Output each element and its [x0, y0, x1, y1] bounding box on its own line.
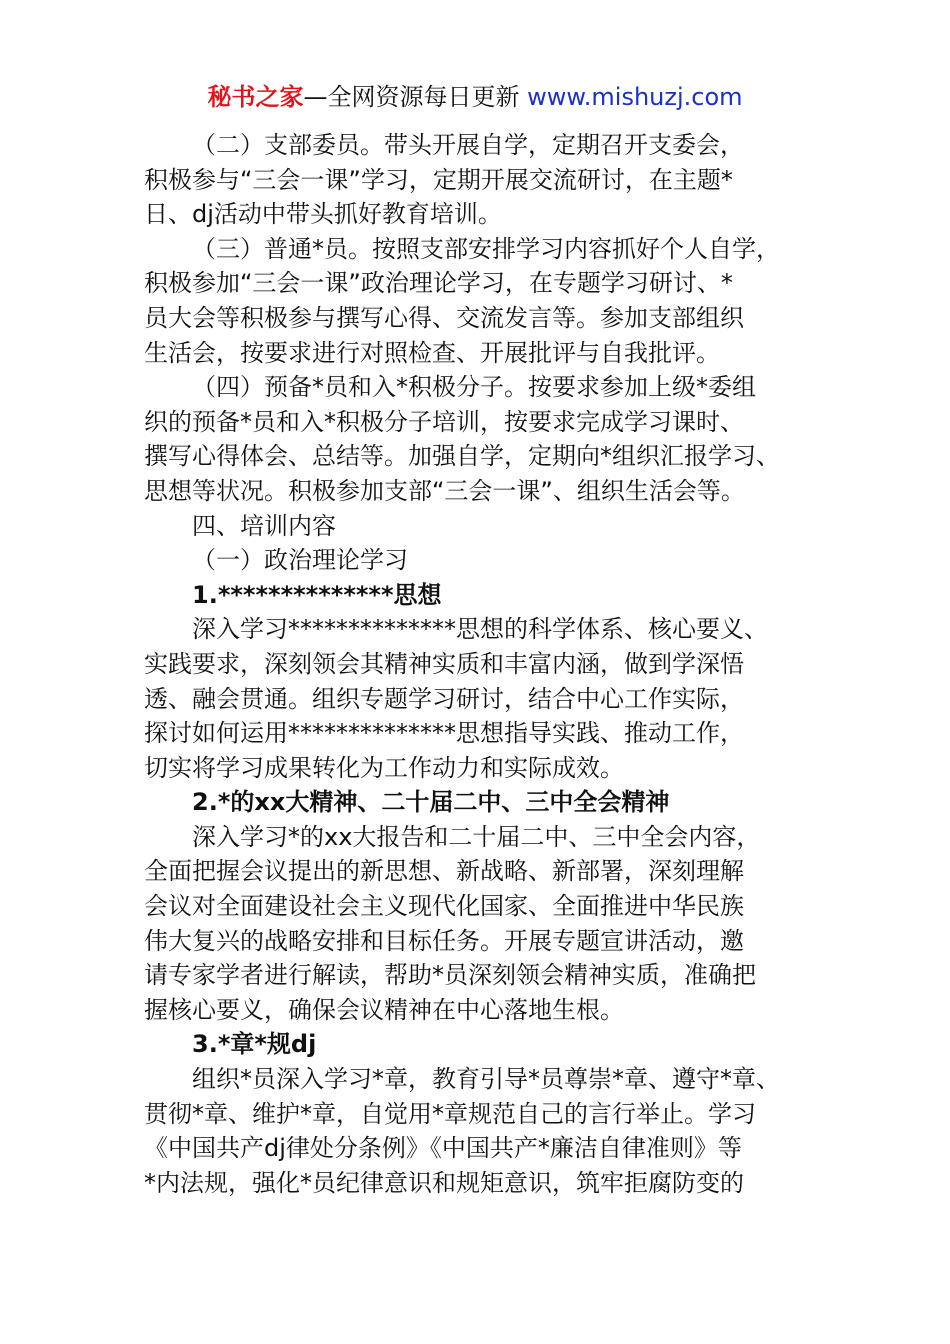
text-line: 深入学习**************思想的科学体系、核心要义、: [192, 615, 768, 644]
text-line: 组织*员深入学习*章，教育引导*员尊崇*章、遵守*章、: [192, 1065, 780, 1094]
text-line: 四、培训内容: [192, 511, 336, 540]
text-line: 积极参加“三会一课”政治理论学习，在专题学习研讨、*: [144, 269, 733, 298]
text-line: （三）普通*员。按照支部安排学习内容抓好个人自学，: [192, 234, 780, 263]
text-line: 握核心要义，确保会议精神在中心落地生根。: [144, 995, 624, 1024]
text-line: 深入学习*的xx大报告和二十届二中、三中全会内容，: [192, 822, 761, 851]
text-line: 探讨如何运用**************思想指导实践、推动工作，: [144, 719, 744, 748]
text-line: 请专家学者进行解读，帮助*员深刻领会精神实质，准确把: [144, 961, 756, 990]
text-line: （一）政治理论学习: [192, 546, 408, 575]
text-line: 日、dj活动中带头抓好教育培训。: [144, 200, 502, 229]
text-line: （二）支部委员。带头开展自学，定期召开支委会，: [192, 131, 744, 159]
site-brand: 秘书之家: [207, 83, 304, 111]
section-heading: 3.*章*规dj: [192, 1030, 317, 1059]
text-line: 员大会等积极参与撰写心得、交流发言等。参加支部组织: [144, 303, 744, 332]
site-url-link[interactable]: www.mishuzj.com: [527, 83, 743, 111]
text-line: 织的预备*员和入*积极分子培训，按要求完成学习课时、: [144, 407, 744, 436]
document-body: [144, 128, 814, 1200]
site-header: [0, 80, 950, 114]
text-line: 思想等状况。积极参加支部“三会一课”、组织生活会等。: [144, 476, 745, 505]
text-line: 实践要求，深刻领会其精神实质和丰富内涵，做到学深悟: [144, 649, 744, 678]
text-line: 贯彻*章、维护*章，自觉用*章规范自己的言行举止。学习: [144, 1099, 756, 1128]
text-line: 会议对全面建设社会主义现代化国家、全面推进中华民族: [144, 892, 744, 921]
text-line: （四）预备*员和入*积极分子。按要求参加上级*委组: [192, 373, 756, 402]
section-heading: 2.*的xx大精神、二十届二中、三中全会精神: [192, 788, 670, 817]
text-line: 积极参与“三会一课”学习，定期开展交流研讨，在主题*: [144, 165, 733, 194]
text-line: 撰写心得体会、总结等。加强自学，定期向*组织汇报学习、: [144, 442, 780, 471]
text-line: 切实将学习成果转化为工作动力和实际成效。: [144, 753, 624, 782]
text-line: 《中国共产dj律处分条例》《中国共产*廉洁自律准则》等: [144, 1134, 742, 1163]
text-line: 全面把握会议提出的新思想、新战略、新部署，深刻理解: [144, 857, 744, 886]
site-tagline: —全网资源每日更新: [303, 83, 528, 111]
text-line: 伟大复兴的战略安排和目标任务。开展专题宣讲活动，邀: [144, 926, 744, 955]
text-line: *内法规，强化*员纪律意识和规矩意识，筑牢拒腐防变的: [144, 1168, 744, 1197]
section-heading: 1.**************思想: [192, 580, 442, 609]
text-line: 透、融会贯通。组织专题学习研讨，结合中心工作实际，: [144, 684, 744, 713]
text-line: 生活会，按要求进行对照检查、开展批评与自我批评。: [144, 338, 720, 367]
